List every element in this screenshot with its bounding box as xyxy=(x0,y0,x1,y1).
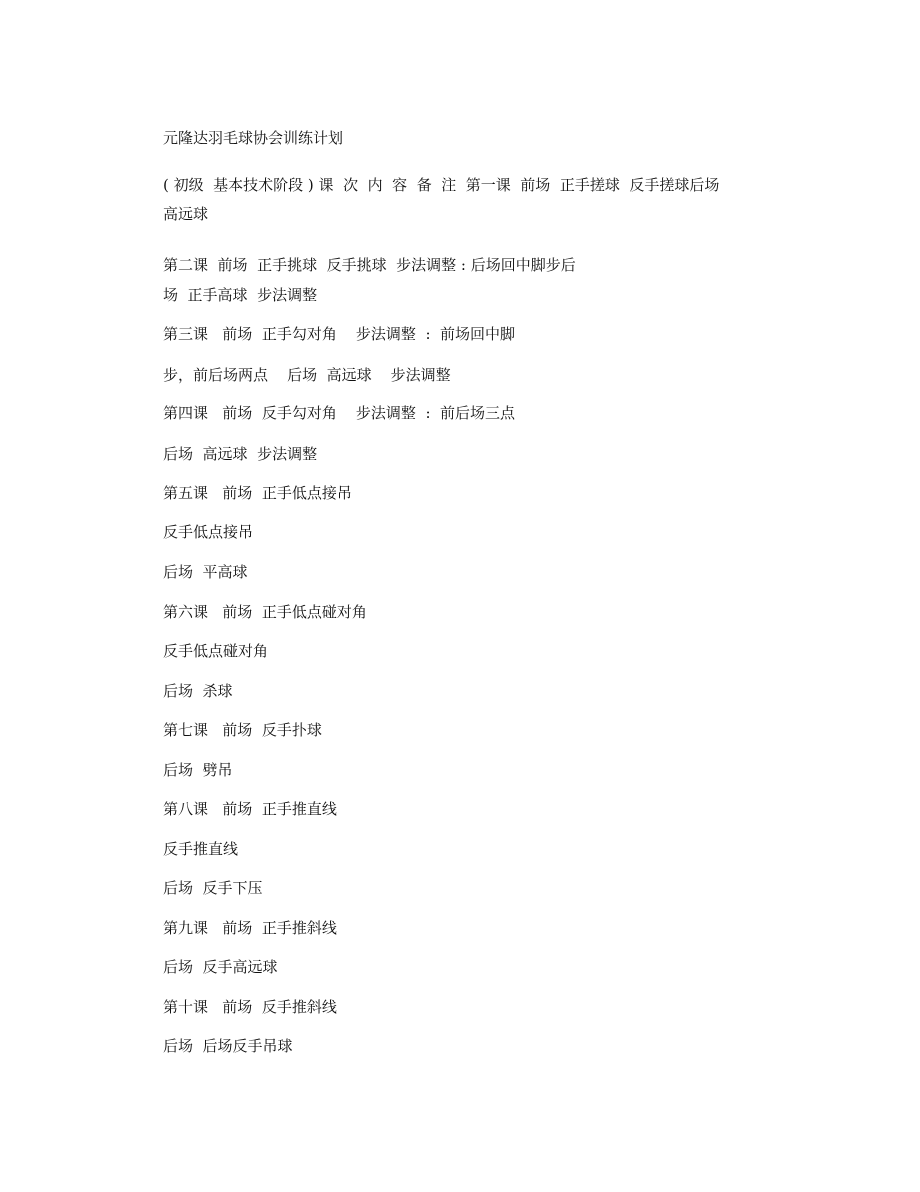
text-line: 后场 高远球 步法调整 xyxy=(163,445,318,463)
text-line: ( 初级 基本技术阶段 ) 课 次 内 容 备 注 第一课 前场 正手搓球 反手搓球后场 xyxy=(163,176,720,194)
text-line: 第五课 前场 正手低点接吊 xyxy=(163,484,352,502)
text-line: 高远球 xyxy=(163,205,209,223)
document-title: 元隆达羽毛球协会训练计划 xyxy=(163,129,344,147)
text-line: 后场 劈吊 xyxy=(163,761,233,779)
text-line: 第十课 前场 反手推斜线 xyxy=(163,998,337,1016)
text-line: 后场 后场反手吊球 xyxy=(163,1037,293,1055)
text-line: 第四课 前场 反手勾对角 步法调整 : 前后场三点 xyxy=(163,404,516,422)
text-line: 反手推直线 xyxy=(163,840,239,858)
text-line: 第七课 前场 反手扑球 xyxy=(163,721,322,739)
text-line: 第三课 前场 正手勾对角 步法调整 : 前场回中脚 xyxy=(163,325,516,343)
text-line: 场 正手高球 步法调整 xyxy=(163,286,318,304)
text-line: 第八课 前场 正手推直线 xyxy=(163,800,337,818)
text-line: 第二课 前场 正手挑球 反手挑球 步法调整 : 后场回中脚步后 xyxy=(163,256,576,274)
text-line: 反手低点碰对角 xyxy=(163,642,269,660)
text-line: 第九课 前场 正手推斜线 xyxy=(163,919,337,937)
text-line: 第六课 前场 正手低点碰对角 xyxy=(163,603,367,621)
text-line: 后场 反手高远球 xyxy=(163,958,278,976)
text-line: 后场 反手下压 xyxy=(163,879,263,897)
text-line: 后场 杀球 xyxy=(163,682,233,700)
text-line: 后场 平高球 xyxy=(163,563,248,581)
text-line: 反手低点接吊 xyxy=(163,523,254,541)
text-line: 步，前后场两点 后场 高远球 步法调整 xyxy=(163,366,451,384)
